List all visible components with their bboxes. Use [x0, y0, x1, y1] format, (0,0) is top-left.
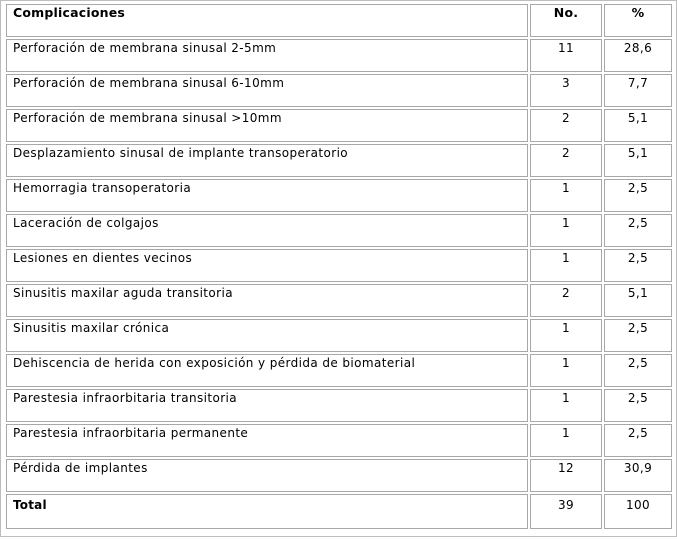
header-row	[6, 4, 672, 37]
row-percent: 5,1	[604, 284, 672, 317]
row-percent: 2,5	[604, 389, 672, 422]
table-row	[6, 179, 672, 212]
row-label: Laceración de colgajos	[6, 214, 528, 247]
row-percent: 2,5	[604, 354, 672, 387]
row-label: Lesiones en dientes vecinos	[6, 249, 528, 282]
row-count: 1	[530, 424, 602, 457]
row-label: Sinusitis maxilar aguda transitoria	[6, 284, 528, 317]
row-percent: 2,5	[604, 424, 672, 457]
row-label: Parestesia infraorbitaria permanente	[6, 424, 528, 457]
row-count: 3	[530, 74, 602, 107]
table-row	[6, 284, 672, 317]
table-row	[6, 39, 672, 72]
table-row	[6, 389, 672, 422]
row-count: 1	[530, 249, 602, 282]
row-count: 11	[530, 39, 602, 72]
row-label: Perforación de membrana sinusal >10mm	[6, 109, 528, 142]
row-count: 1	[530, 319, 602, 352]
row-percent: 2,5	[604, 214, 672, 247]
header-complicaciones: Complicaciones	[6, 4, 528, 37]
row-label: Pérdida de implantes	[6, 459, 528, 492]
table-row	[6, 354, 672, 387]
complications-table	[4, 2, 674, 531]
header-count: No.	[530, 4, 602, 37]
row-percent: 7,7	[604, 74, 672, 107]
row-label: Dehiscencia de herida con exposición y pérdida de biomaterial	[6, 354, 528, 387]
row-count: 1	[530, 389, 602, 422]
row-label: Hemorragia transoperatoria	[6, 179, 528, 212]
row-percent: 30,9	[604, 459, 672, 492]
total-row	[6, 494, 672, 529]
row-count: 12	[530, 459, 602, 492]
total-label: Total	[6, 494, 528, 529]
row-percent: 2,5	[604, 319, 672, 352]
row-label: Perforación de membrana sinusal 2-5mm	[6, 39, 528, 72]
row-percent: 2,5	[604, 179, 672, 212]
row-count: 1	[530, 354, 602, 387]
table-row	[6, 424, 672, 457]
row-label: Perforación de membrana sinusal 6-10mm	[6, 74, 528, 107]
table-row	[6, 249, 672, 282]
table-row	[6, 74, 672, 107]
row-label: Sinusitis maxilar crónica	[6, 319, 528, 352]
table-row	[6, 109, 672, 142]
row-count: 2	[530, 109, 602, 142]
table-row	[6, 214, 672, 247]
row-label: Desplazamiento sinusal de implante transoperatorio	[6, 144, 528, 177]
row-count: 2	[530, 144, 602, 177]
row-count: 1	[530, 214, 602, 247]
row-percent: 5,1	[604, 144, 672, 177]
row-percent: 5,1	[604, 109, 672, 142]
table-row	[6, 459, 672, 492]
row-percent: 2,5	[604, 249, 672, 282]
row-label: Parestesia infraorbitaria transitoria	[6, 389, 528, 422]
table-row	[6, 319, 672, 352]
total-count: 39	[530, 494, 602, 529]
row-count: 2	[530, 284, 602, 317]
row-percent: 28,6	[604, 39, 672, 72]
table-row	[6, 144, 672, 177]
total-percent: 100	[604, 494, 672, 529]
row-count: 1	[530, 179, 602, 212]
header-percent: %	[604, 4, 672, 37]
